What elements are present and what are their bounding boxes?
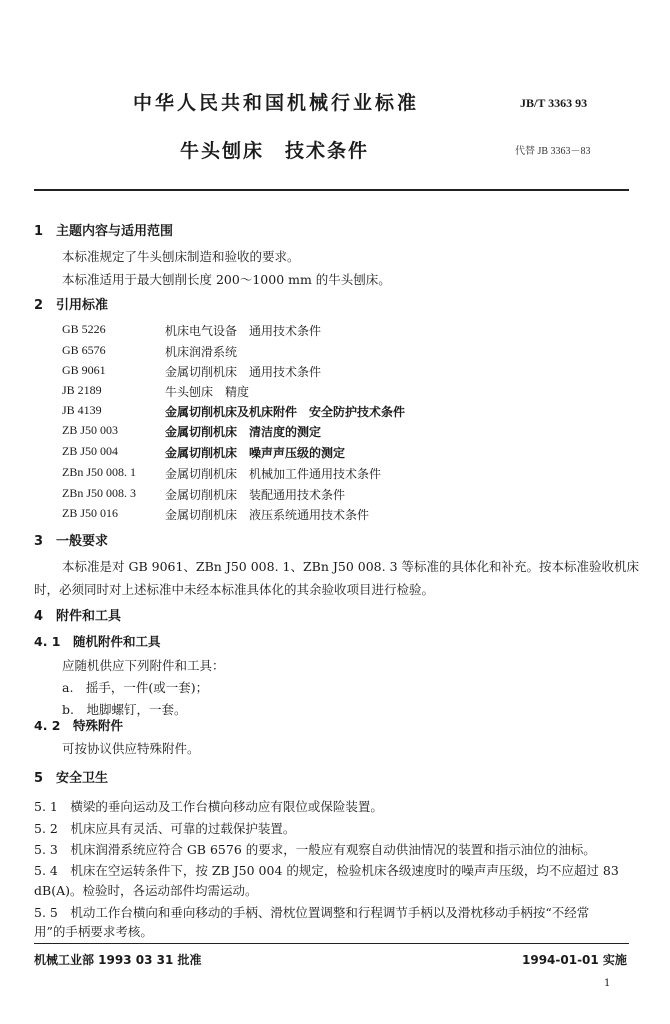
- section-5-heading: 5 安全卫生: [34, 771, 109, 786]
- issuing-organization: 中华人民共和国机械行业标准: [133, 92, 420, 114]
- section-1-paragraph: 本标准规定了牛头刨床制造和验收的要求。: [62, 249, 300, 264]
- subsection-4-1-heading: 4. 1 随机附件和工具: [34, 634, 161, 649]
- clause-5-4-cont: dB(A)。检验时，各运动部件均需运动。: [34, 883, 258, 898]
- clause-5-4: 5. 4 机床在空运转条件下，按 ZB J50 004 的规定，检验机床各级速度时的噪声声压级，均不应超过 83: [34, 863, 619, 878]
- ref-code: ZBn J50 008. 1: [62, 465, 137, 479]
- clause-5-5-cont: 用”的手柄要求考核。: [34, 924, 153, 939]
- standard-code: JB/T 3363 93: [520, 96, 588, 110]
- ref-title: 金属切削机床 噪声声压级的测定: [165, 446, 346, 460]
- page-number: 1: [604, 978, 611, 989]
- ref-code: ZB J50 016: [62, 506, 119, 520]
- approval-date: 机械工业部 1993 03 31 批准: [34, 953, 202, 967]
- footer-divider: [34, 943, 629, 944]
- subsection-4-1-text: 应随机供应下列附件和工具：: [62, 658, 225, 673]
- subsection-4-2-text: 可按协议供应特殊附件。: [62, 741, 200, 756]
- ref-title: 金属切削机床及机床附件 安全防护技术条件: [165, 405, 406, 419]
- header-divider: [34, 189, 629, 191]
- section-3-paragraph: 本标准是对 GB 9061、ZBn J50 008. 1、ZBn J50 008. 3 等标准的具体化和补充。按本标准验收机床: [62, 559, 639, 574]
- document-title: 牛头刨床 技术条件: [180, 140, 370, 162]
- section-4-heading: 4 附件和工具: [34, 609, 122, 624]
- clause-5-2: 5. 2 机床应具有灵活、可靠的过载保护装置。: [34, 821, 296, 836]
- list-item-b: b. 地脚螺钉，一套。: [62, 702, 187, 717]
- ref-code: GB 9061: [62, 363, 106, 377]
- ref-title: 金属切削机床 机械加工件通用技术条件: [165, 467, 382, 481]
- ref-title: 牛头刨床 精度: [165, 385, 250, 399]
- ref-code: JB 4139: [62, 403, 102, 417]
- list-item-a: a. 摇手，一件(或一套)；: [62, 680, 209, 695]
- section-3-paragraph: 时，必须同时对上述标准中未经本标准具体化的其余验收项目进行检验。: [34, 582, 435, 597]
- ref-title: 金属切削机床 通用技术条件: [165, 365, 322, 379]
- clause-5-1: 5. 1 横梁的垂向运动及工作台横向移动应有限位或保险装置。: [34, 799, 383, 814]
- ref-title: 机床电气设备 通用技术条件: [165, 324, 322, 338]
- ref-title: 金属切削机床 装配通用技术条件: [165, 488, 346, 502]
- section-1-paragraph: 本标准适用于最大刨削长度 200～1000 mm 的牛头刨床。: [62, 272, 391, 287]
- section-2-heading: 2 引用标准: [34, 298, 109, 313]
- ref-title: 金属切削机床 液压系统通用技术条件: [165, 508, 370, 522]
- ref-code: ZB J50 004: [62, 444, 119, 458]
- ref-title: 机床润滑系统: [165, 345, 238, 359]
- ref-code: JB 2189: [62, 383, 102, 397]
- replaces-note: 代替 JB 3363－83: [515, 146, 591, 157]
- ref-code: GB 6576: [62, 343, 106, 357]
- clause-5-3: 5. 3 机床润滑系统应符合 GB 6576 的要求，一般应有观察自动供油情况的装置和指示油位的油标。: [34, 842, 596, 857]
- ref-code: GB 5226: [62, 322, 106, 336]
- ref-code: ZB J50 003: [62, 423, 119, 437]
- clause-5-5: 5. 5 机动工作台横向和垂向移动的手柄、滑枕位置调整和行程调节手柄以及滑枕移动手柄按“不经常: [34, 905, 590, 920]
- section-1-heading: 1 主题内容与适用范围: [34, 224, 174, 239]
- section-3-heading: 3 一般要求: [34, 534, 109, 549]
- ref-code: ZBn J50 008. 3: [62, 486, 137, 500]
- ref-title: 金属切削机床 清洁度的测定: [165, 425, 322, 439]
- subsection-4-2-heading: 4. 2 特殊附件: [34, 718, 123, 733]
- implementation-date: 1994-01-01 实施: [522, 953, 627, 967]
